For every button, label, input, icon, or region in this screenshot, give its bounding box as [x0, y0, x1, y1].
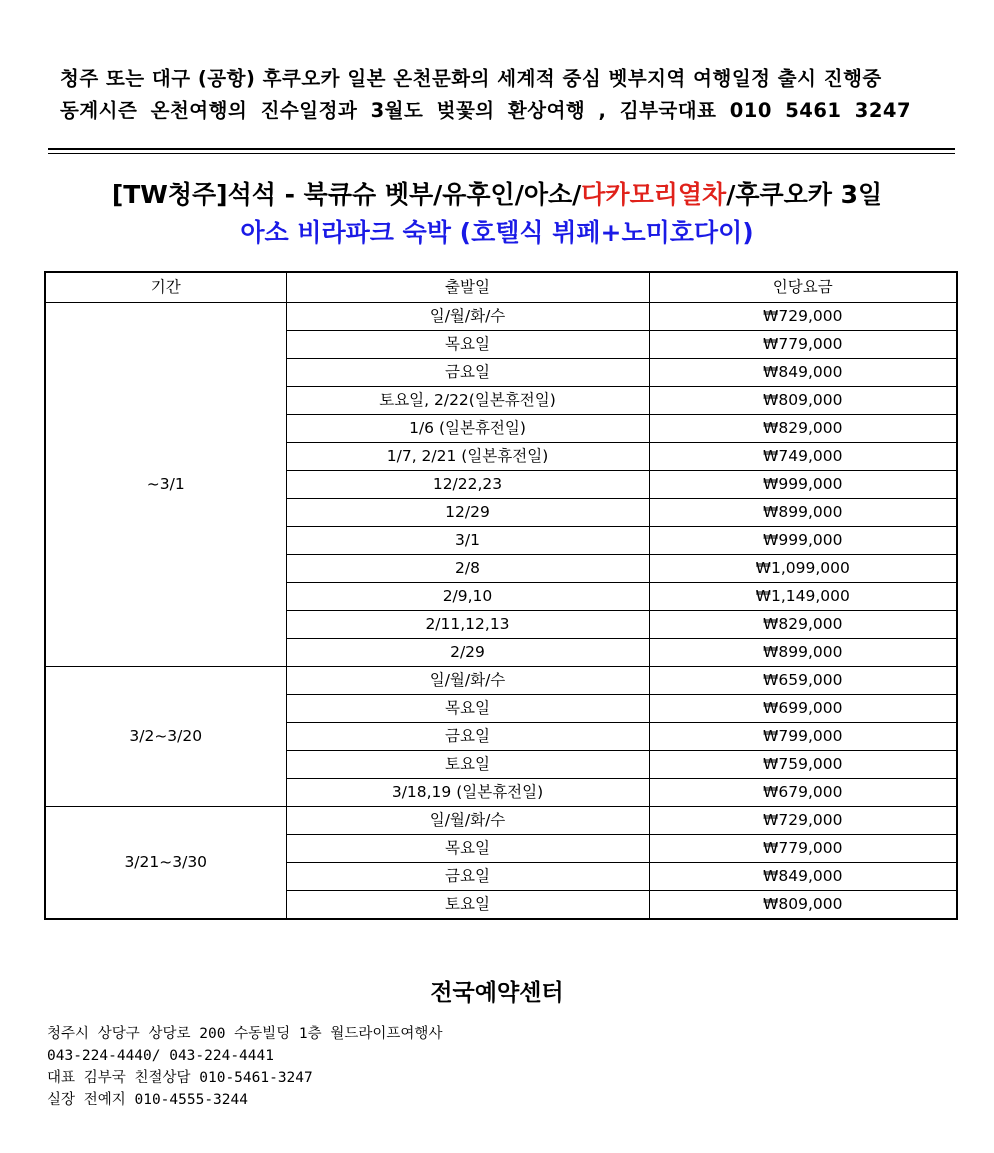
departure-cell: 금요일 [286, 359, 649, 387]
departure-cell: 목요일 [286, 331, 649, 359]
price-cell: ₩1,099,000 [649, 555, 957, 583]
price-cell: ₩1,149,000 [649, 583, 957, 611]
departure-cell: 목요일 [286, 835, 649, 863]
price-cell: ₩749,000 [649, 443, 957, 471]
contact-info [47, 1023, 442, 1111]
price-cell: ₩779,000 [649, 331, 957, 359]
price-cell: ₩849,000 [649, 359, 957, 387]
price-cell: ₩829,000 [649, 611, 957, 639]
divider-thick [48, 148, 955, 150]
price-cell: ₩999,000 [649, 527, 957, 555]
contact-ceo: 대표 김부국 친절상담 010-5461-3247 [47, 1070, 313, 1086]
price-table [44, 271, 958, 920]
contact-manager: 실장 전예지 010-4555-3244 [47, 1092, 248, 1108]
price-cell: ₩899,000 [649, 499, 957, 527]
header-price: 인당요금 [649, 272, 957, 303]
price-cell: ₩659,000 [649, 667, 957, 695]
tour-title [0, 175, 994, 211]
table-row [45, 667, 957, 695]
departure-cell: 2/11,12,13 [286, 611, 649, 639]
tour-subtitle: 아소 비라파크 숙박 (호텔식 뷔페+노미호다이) [240, 218, 754, 247]
header-announcement [60, 63, 960, 127]
price-table-body [45, 303, 957, 920]
period-cell: 3/21~3/30 [45, 807, 286, 920]
departure-cell: 목요일 [286, 695, 649, 723]
table-row [45, 303, 957, 331]
departure-cell: 금요일 [286, 723, 649, 751]
contact-phone: 043-224-4440/ 043-224-4441 [47, 1048, 274, 1064]
departure-cell: 1/6 (일본휴전일) [286, 415, 649, 443]
period-cell: ~3/1 [45, 303, 286, 667]
departure-cell: 2/8 [286, 555, 649, 583]
departure-cell: 1/7, 2/21 (일본휴전일) [286, 443, 649, 471]
price-cell: ₩999,000 [649, 471, 957, 499]
departure-cell: 3/1 [286, 527, 649, 555]
tour-title-train: 다카모리열차 [581, 180, 727, 209]
header-line-1: 청주 또는 대구 (공항) 후쿠오카 일본 온천문화의 세계적 중심 벳부지역 여행일정 출시 진행중 [60, 67, 882, 90]
price-cell: ₩809,000 [649, 891, 957, 920]
table-row [45, 807, 957, 835]
departure-cell: 2/29 [286, 639, 649, 667]
price-cell: ₩759,000 [649, 751, 957, 779]
departure-cell: 금요일 [286, 863, 649, 891]
price-cell: ₩729,000 [649, 303, 957, 331]
departure-cell: 3/18,19 (일본휴전일) [286, 779, 649, 807]
price-cell: ₩779,000 [649, 835, 957, 863]
departure-cell: 12/29 [286, 499, 649, 527]
period-cell: 3/2~3/20 [45, 667, 286, 807]
header-departure: 출발일 [286, 272, 649, 303]
header-line-2: 동계시즌 온천여행의 진수일정과 3월도 벚꽃의 환상여행 , 김부국대표 010 5461 3247 [60, 99, 912, 122]
price-cell: ₩809,000 [649, 387, 957, 415]
departure-cell: 토요일 [286, 891, 649, 920]
divider-thin [48, 153, 955, 154]
departure-cell: 일/월/화/수 [286, 303, 649, 331]
reservation-center-title: 전국예약센터 [430, 980, 564, 1006]
price-cell: ₩679,000 [649, 779, 957, 807]
departure-cell: 일/월/화/수 [286, 667, 649, 695]
table-header-row [45, 272, 957, 303]
departure-cell: 2/9,10 [286, 583, 649, 611]
price-cell: ₩799,000 [649, 723, 957, 751]
departure-cell: 토요일 [286, 751, 649, 779]
header-period: 기간 [45, 272, 286, 303]
departure-cell: 일/월/화/수 [286, 807, 649, 835]
price-cell: ₩729,000 [649, 807, 957, 835]
price-cell: ₩699,000 [649, 695, 957, 723]
contact-address: 청주시 상당구 상당로 200 수동빌딩 1층 월드라이프여행사 [47, 1026, 443, 1042]
departure-cell: 토요일, 2/22(일본휴전일) [286, 387, 649, 415]
tour-title-part1: [TW청주]석석 - 북큐슈 벳부/유후인/아소/ [111, 180, 582, 209]
price-cell: ₩849,000 [649, 863, 957, 891]
price-cell: ₩829,000 [649, 415, 957, 443]
departure-cell: 12/22,23 [286, 471, 649, 499]
price-cell: ₩899,000 [649, 639, 957, 667]
tour-title-part2: /후쿠오카 3일 [726, 180, 883, 209]
